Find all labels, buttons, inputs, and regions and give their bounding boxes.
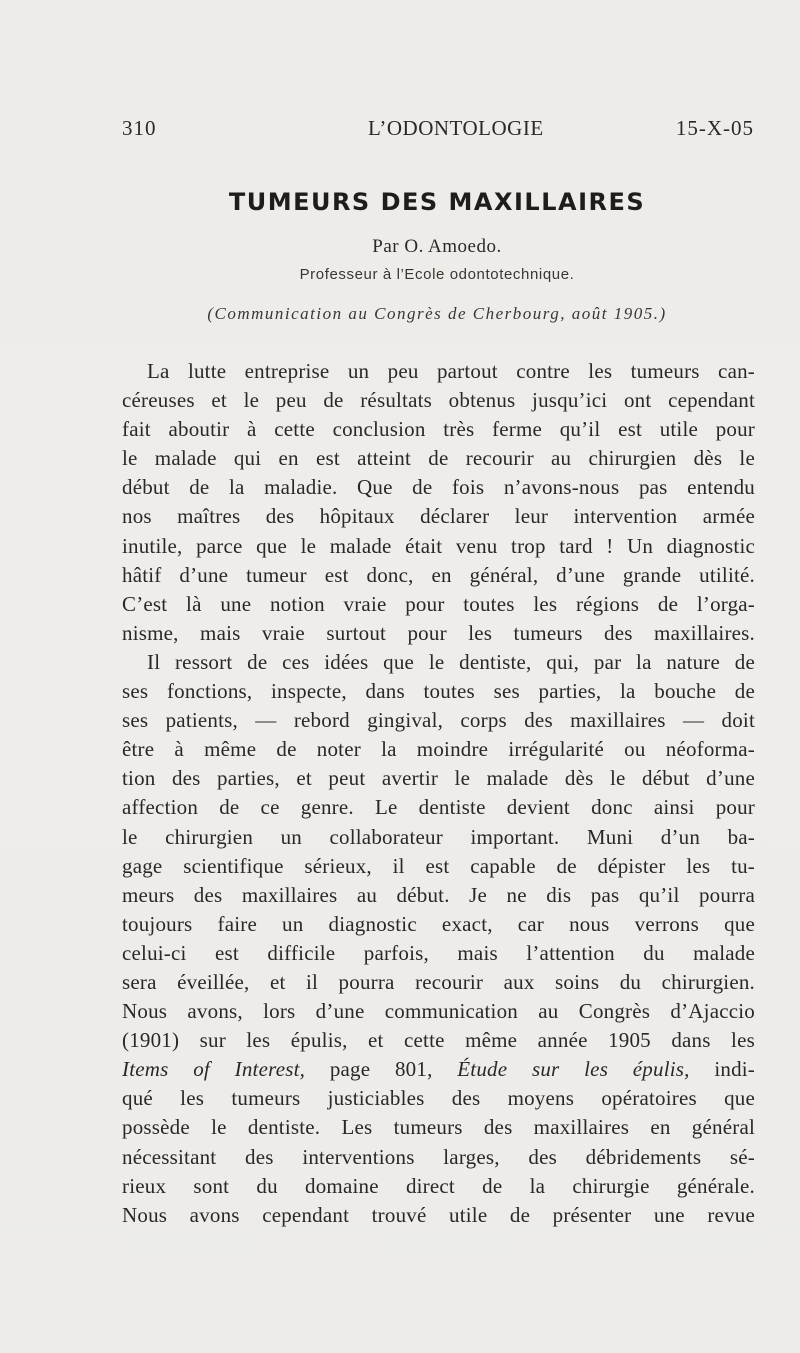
body-line: C’est là une notion vraie pour toutes les régions de l’orga- (122, 591, 755, 616)
body-fragment: page 801, (305, 1057, 458, 1082)
body-line: le malade qui en est atteint de recourir au chirurgien dès le (122, 446, 755, 471)
article-body (122, 357, 755, 1230)
body-line: fait aboutir à cette conclusion très ferme qu’il est utile pour (122, 417, 755, 442)
body-line: (1901) sur les épulis, et cette même année 1905 dans les (122, 1028, 755, 1053)
page-number: 310 (122, 116, 157, 140)
body-line: toujours faire un diagnostic exact, car nous verrons que (122, 911, 755, 936)
body-line: qué les tumeurs justiciables des moyens opératoires que (122, 1086, 755, 1111)
body-line: meurs des maxillaires au début. Je ne dis pas qu’il pourra (122, 882, 755, 907)
author-affiliation: Professeur à l’Ecole odontotechnique. (299, 266, 575, 283)
body-line: Nous avons, lors d’une communication au Congrès d’Ajaccio (122, 999, 755, 1024)
study-reference: Étude sur les épulis, (457, 1057, 690, 1082)
article-title: TUMEURS DES MAXILLAIRES (228, 188, 646, 216)
body-line: affection de ce genre. Le dentiste devient donc ainsi pour (122, 795, 755, 820)
body-line: nécessitant des interventions larges, des débridements sé- (122, 1144, 755, 1169)
body-line: gage scientifique sérieux, il est capable de dépister les tu- (122, 853, 755, 878)
body-line: celui-ci est difficile parfois, mais l’attention du malade (122, 940, 755, 965)
body-line: être à même de noter la moindre irrégularité ou néoforma- (122, 737, 755, 762)
body-line: le chirurgien un collaborateur important. Muni d’un ba- (122, 824, 755, 849)
body-line: tion des parties, et peut avertir le malade dès le début d’une (122, 766, 755, 791)
body-line: nos maîtres des hôpitaux déclarer leur intervention armée (122, 504, 755, 529)
body-fragment: indi- (689, 1057, 755, 1082)
body-line: rieux sont du domaine direct de la chirurgie générale. (122, 1173, 755, 1198)
body-line: hâtif d’une tumeur est donc, en général, d’une grande utilité. (122, 562, 755, 587)
body-line: ses fonctions, inspecte, dans toutes ses parties, la bouche de (122, 679, 755, 704)
running-head (122, 116, 754, 146)
body-line: possède le dentiste. Les tumeurs des maxillaires en général (122, 1115, 755, 1140)
body-line: La lutte entreprise un peu partout contre les tumeurs can- (147, 359, 755, 383)
body-line: Nous avons cependant trouvé utile de présenter une revue (122, 1202, 755, 1227)
journal-reference: Items of Interest, (122, 1057, 306, 1082)
body-line: sera éveillée, et il pourra recourir aux soins du chirurgien. (122, 969, 755, 994)
communication-note: (Communication au Congrès de Cherbourg, août 1905.) (207, 304, 667, 323)
journal-title: L’ODONTOLOGIE (368, 116, 544, 140)
issue-date: 15-X-05 (675, 116, 754, 140)
body-line: céreuses et le peu de résultats obtenus jusqu’ici ont cependant (122, 388, 755, 413)
body-line: ses patients, — rebord gingival, corps des maxillaires — doit (122, 708, 755, 733)
body-line-mixed (122, 1055, 755, 1084)
body-line: début de la maladie. Que de fois n’avons-nous pas entendu (122, 475, 755, 500)
body-line: inutile, parce que le malade était venu trop tard ! Un diagnostic (122, 533, 755, 558)
body-line: nisme, mais vraie surtout pour les tumeurs des maxillaires. (122, 620, 755, 645)
article-author: Par O. Amoedo. (372, 236, 502, 257)
body-line: Il ressort de ces idées que le dentiste, qui, par la nature de (147, 649, 755, 674)
